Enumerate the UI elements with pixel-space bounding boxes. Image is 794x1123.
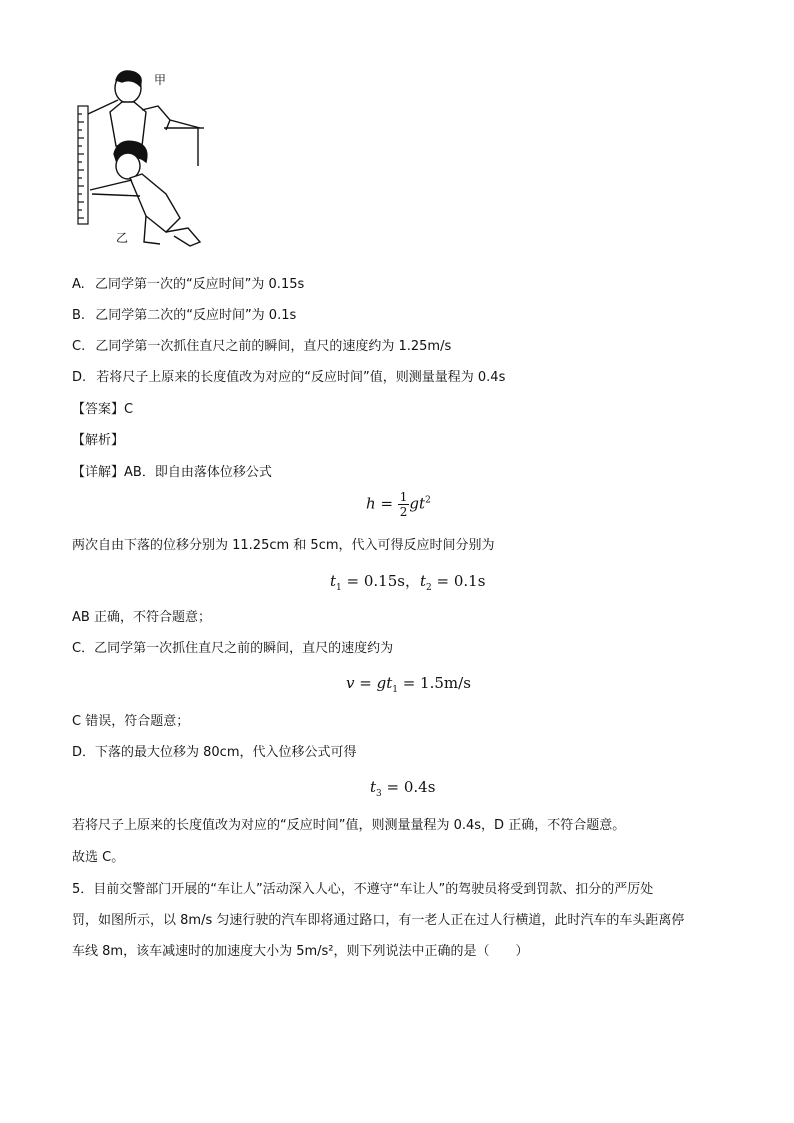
option-b	[72, 307, 296, 325]
option-d	[72, 369, 505, 387]
question-5-line-1: 5．目前交警部门开展的“车让人”活动深入人心，不遵守“车让人”的驾驶员将受到罚款、扣分的严厉处	[72, 882, 654, 897]
detail-tag: 【详解】	[72, 465, 125, 480]
label-yi: 乙	[116, 231, 129, 245]
answer-tag: 【答案】	[72, 402, 125, 417]
detail-line-2: 两次自由下落的位移分别为 11.25cm 和 5cm，代入可得反应时间分别为	[72, 538, 495, 553]
option-d-label: D.	[72, 370, 87, 385]
option-c-text: 乙同学第一次抓住直尺之前的瞬间，直尺的速度约为 1.25m/s	[95, 339, 452, 354]
option-a-text: 乙同学第一次的“反应时间”为 0.15s	[94, 277, 305, 292]
option-b-text: 乙同学第二次的“反应时间”为 0.1s	[95, 308, 297, 323]
detail-line-8: 故选 C。	[72, 850, 125, 865]
fraction-half: $\frac{1}{2}$	[399, 490, 408, 519]
detail-line-5: C 错误，符合题意；	[72, 714, 190, 729]
answer-value: C	[124, 402, 134, 417]
option-d-text: 若将尺子上原来的长度值改为对应的“反应时间”值，则测量量程为 0.4s	[96, 370, 506, 385]
detail-text-1: AB．即自由落体位移公式	[124, 465, 272, 480]
person-yi-drawing	[90, 141, 200, 246]
option-c-label: C.	[72, 339, 86, 354]
detail-line-4: C．乙同学第一次抓住直尺之前的瞬间，直尺的速度约为	[72, 641, 394, 656]
question-5-line-2: 罚，如图所示，以 8m/s 匀速行驶的汽车即将通过路口，有一老人正在过人行横道，此时汽车的车头距离停	[72, 913, 685, 928]
option-a	[72, 276, 304, 294]
label-jia: 甲	[154, 73, 167, 87]
detail-line-6: D．下落的最大位移为 80cm，代入位移公式可得	[72, 745, 357, 760]
option-a-label: A.	[72, 277, 85, 292]
analysis-tag: 【解析】	[72, 433, 125, 448]
detail-line-1	[72, 464, 272, 482]
option-b-label: B.	[72, 308, 86, 323]
formula-free-fall: h = $\frac{1}{2}$ $gt^2$	[366, 490, 431, 519]
detail-line-7: 若将尺子上原来的长度值改为对应的“反应时间”值，则测量量程为 0.4s，D 正确，不符合题意。	[72, 818, 626, 833]
ruler-drawing	[78, 106, 88, 224]
question-5-line-3: 车线 8m，该车减速时的加速度大小为 5m/s²，则下列说法中正确的是（ ）	[72, 944, 529, 959]
answer-line	[72, 401, 133, 419]
formula-reaction-times: $t_1 = 0.15s$，$t_2 = 0.1s$	[330, 572, 486, 593]
formula-range: $t_3 = 0.4s$	[370, 778, 436, 799]
option-c	[72, 338, 451, 356]
reaction-time-illustration	[70, 66, 210, 251]
detail-line-3: AB 正确，不符合题意；	[72, 610, 211, 625]
formula-velocity: $v = gt_1 = 1.5m/s$	[346, 674, 471, 695]
